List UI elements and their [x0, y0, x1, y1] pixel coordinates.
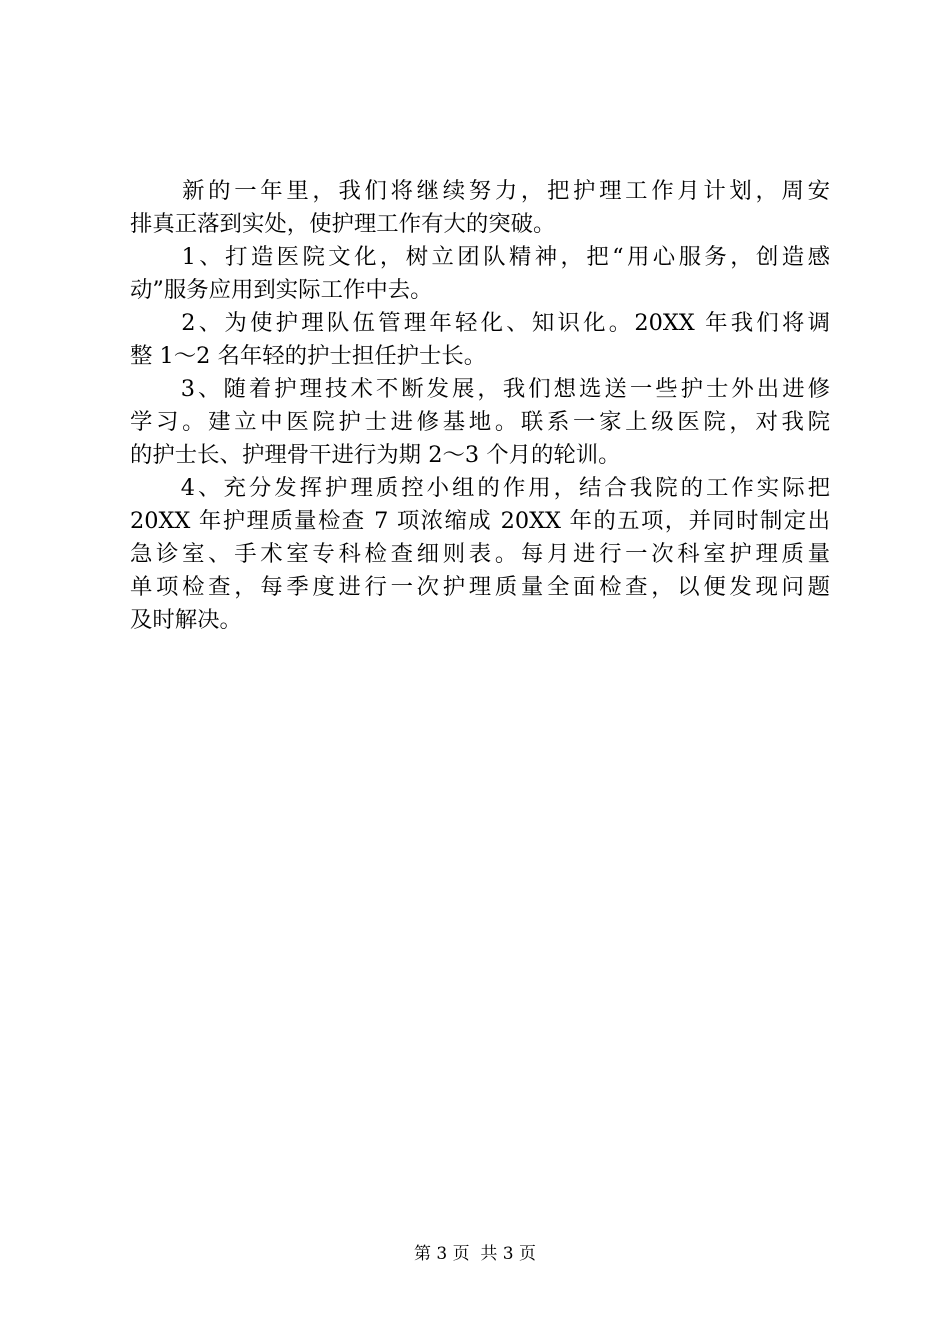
text-line: 急诊室、手术室专科检查细则表。每月进行一次科室护理质量	[130, 541, 830, 567]
text-line: 1、打造医院文化，树立团队精神，把“用心服务，创造感	[130, 244, 830, 270]
text-line: 2、为使护理队伍管理年轻化、知识化。20XX 年我们将调	[130, 310, 830, 336]
text-line: 学习。建立中医院护士进修基地。联系一家上级医院，对我院	[130, 409, 830, 435]
paragraph-5	[130, 472, 830, 637]
text-line: 排真正落到实处，使护理工作有大的突破。	[130, 211, 556, 237]
body-text	[130, 175, 830, 637]
text-line: 单项检查，每季度进行一次护理质量全面检查，以便发现问题	[130, 574, 830, 600]
page-number-footer: 第 3 页 共 3 页	[413, 1244, 537, 1264]
text-line: 整 1～2 名年轻的护士担任护士长。	[130, 343, 487, 369]
paragraph-2	[130, 241, 830, 307]
paragraph-3	[130, 307, 830, 373]
paragraph-1	[130, 175, 830, 241]
text-line: 4、充分发挥护理质控小组的作用，结合我院的工作实际把	[130, 475, 830, 501]
text-line: 的护士长、护理骨干进行为期 2～3 个月的轮训。	[130, 442, 621, 468]
text-line: 3、随着护理技术不断发展，我们想选送一些护士外出进修	[130, 376, 830, 402]
text-line: 动”服务应用到实际工作中去。	[130, 277, 433, 303]
text-line: 新的一年里，我们将继续努力，把护理工作月计划，周安	[130, 178, 830, 204]
paragraph-4	[130, 373, 830, 472]
text-line: 及时解决。	[130, 607, 242, 633]
text-line: 20XX 年护理质量检查 7 项浓缩成 20XX 年的五项，并同时制定出	[130, 508, 830, 534]
